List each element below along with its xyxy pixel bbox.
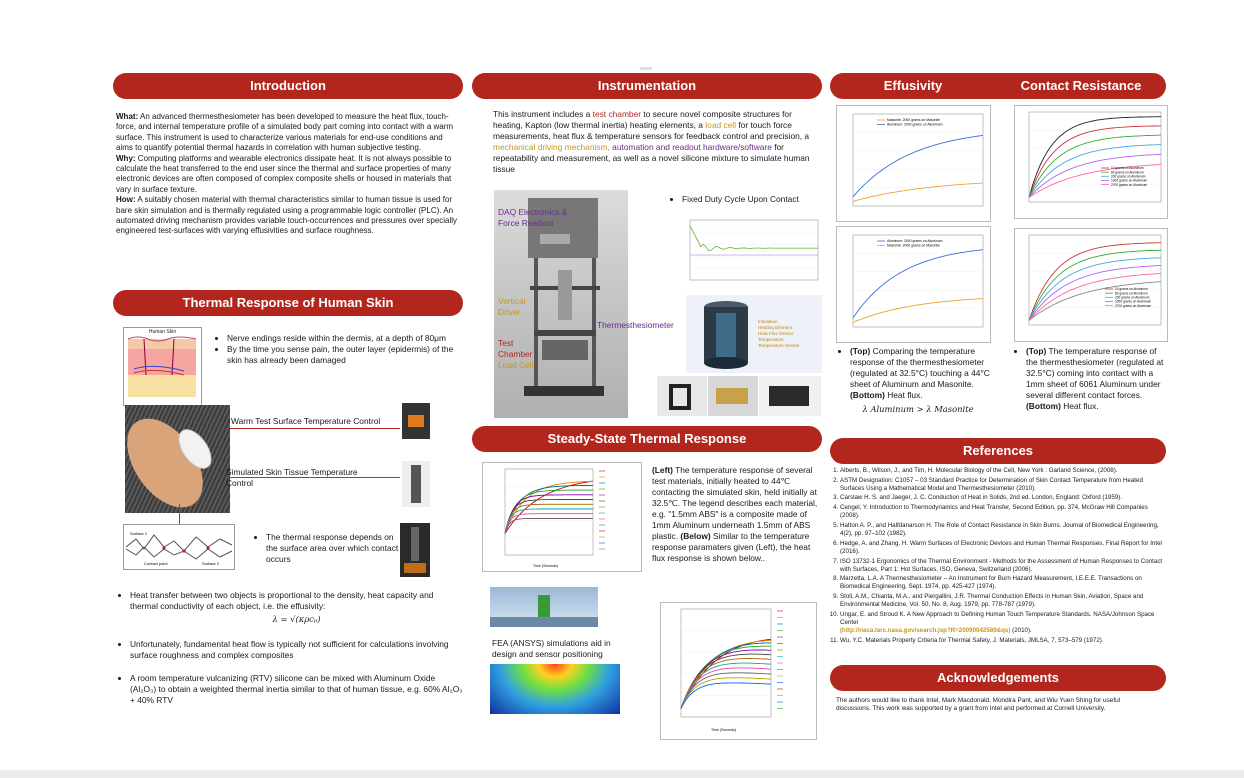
plot-frame <box>853 235 983 327</box>
instr-text-c: for touch force measurements, heat flux & temperature sensors for feedback control and precision, a <box>493 120 810 141</box>
why-label: Why: <box>116 153 136 163</box>
load-cell-frame <box>669 384 691 410</box>
skin-diagram-title: Human Skin <box>148 329 177 335</box>
contact-dot <box>206 546 209 549</box>
temp-series <box>505 509 593 534</box>
sensor-part: Heat Flux Sensor <box>758 331 794 336</box>
instr-auto: automation and readout hardware/software <box>612 142 772 152</box>
contact-temp-chart <box>1014 105 1168 219</box>
fea-field-image <box>490 664 620 714</box>
skin-bullet-4 <box>130 590 463 625</box>
temp-series <box>505 490 593 533</box>
vertical-connector-line <box>179 504 180 524</box>
warm-connector-line <box>230 428 400 429</box>
eff-top-label: (Top) <box>850 346 871 356</box>
intro-text <box>116 112 461 237</box>
instr-test-chamber: test chamber <box>592 109 642 119</box>
banner-references: References <box>830 438 1166 464</box>
reference-link[interactable]: (http://naca.larc.nasa.gov/search.jsp?R=20090042589&qs) <box>840 627 1011 635</box>
skin-layers-svg <box>124 335 201 403</box>
legend-entry: 80 grams on Aluminum <box>1115 291 1148 296</box>
banner-thermal-skin: Thermal Response of Human Skin <box>113 290 463 316</box>
how-label: How: <box>116 195 136 205</box>
heater-pad <box>408 415 424 427</box>
fea-model-image <box>490 587 598 627</box>
surface2-text: Surface 2 <box>202 561 220 566</box>
finger-photo <box>125 405 230 513</box>
load-cell-label: Load Cell <box>498 360 534 370</box>
masonite-flux-curve <box>853 299 983 323</box>
why-text: Computing platforms and wearable electronics dissipate heat. It is not always possible to calculate the heat transferred to the end user since the thermal and surface properties of many electronic devices are often composed of complex composite shells or housed in materials that vary in surface texture. <box>116 153 452 194</box>
banner-effusivity: Effusivity <box>830 73 996 99</box>
legend-entry: 2700 grams on Aluminum <box>1111 182 1148 187</box>
legend-entry: 2700 grams on Aluminum <box>1115 303 1152 308</box>
base <box>524 386 604 396</box>
warm-test-label: Warm Test Surface Temperature Control <box>231 416 381 426</box>
references-list <box>826 467 1164 646</box>
test-chamber-box <box>542 340 588 360</box>
sensor-core <box>716 313 736 357</box>
duty-cycle-bullet <box>668 194 818 210</box>
contact-point-text: Contact point <box>144 561 168 566</box>
sensor-bottom <box>704 357 748 369</box>
sim-skin-photo <box>402 461 430 507</box>
reference-item: 10. Ungar, E. and Stroud K. A New Approach to Defining Human Touch Temperature Standards. NASA/Johnson Space Center (http://naca.larc.nasa.gov/search.jsp?R=20090042589&qs) (2010). <box>840 611 1164 635</box>
load-cell-photo <box>657 376 707 416</box>
surface-2-profile <box>126 547 232 559</box>
instrumentation-text <box>493 109 815 175</box>
instr-text-b: to secure novel composite structures for heating, Kapton (low thermal inertia) heating elements, a <box>493 109 792 130</box>
legend-entry: 80 grams on Aluminum <box>1111 170 1144 175</box>
roughness-svg <box>124 525 234 569</box>
skin-diagram <box>123 327 202 406</box>
cr-top-text: The temperature response of the thermesthesiometer (regulated at 32.5°C) coming into contact with a 1mm sheet of 6061 Aluminum under several different contact forces. <box>1026 346 1164 400</box>
skin-bullet-6: • A room temperature vulcanizing (RTV) silicone can be mixed with Aluminum Oxide (Al₂O₃) to obtain a weighted thermal inertia similar to that of human tissue, e.g. 60% Al₂O₃ + 40% RTV <box>130 673 463 706</box>
vertical-driver <box>558 270 572 320</box>
column-right <box>592 258 596 388</box>
effusivity-formula: λ = √(κρcₚ) <box>272 614 321 624</box>
effusivity-temp-svg <box>837 106 990 221</box>
steady-temperature-chart <box>482 462 642 572</box>
cr-bottom-label: (Bottom) <box>1026 401 1061 411</box>
top-divider <box>640 67 652 70</box>
plot-frame <box>690 220 818 280</box>
x-axis-title: Time (Seconds) <box>533 564 559 568</box>
temp-series <box>505 485 593 533</box>
skin-bullet-5: • Unfortunately, fundamental heat flow is typically not sufficient for calculations involving surface roughness and complex composites <box>130 639 463 661</box>
effusivity-caption-item <box>850 346 998 401</box>
flux-series <box>681 640 771 708</box>
sensor-part: Temperature <box>758 337 784 342</box>
banner-contact-resistance: Contact Resistance <box>996 73 1166 99</box>
reference-item: 9. Stoll, A.M., Chianta, M.A., and Piergallini, J.R. Thermal Conduction Effects in Human Skin, Aviation, Space and Environmental Medicine, Vol. 50, No. 8, Aug. 1979, pp. 778-787 (1979). <box>840 593 1164 609</box>
instr-text-a: This instrument includes a <box>493 109 593 119</box>
plot-frame <box>853 114 983 206</box>
x-axis-title: Time (Seconds) <box>711 728 737 732</box>
flux-series <box>681 683 771 709</box>
probe-rod <box>411 465 421 503</box>
sensor-part: Temperature Sensor <box>758 343 800 348</box>
finger-svg <box>125 405 230 513</box>
banner-steady-state: Steady-State Thermal Response <box>472 426 822 452</box>
legend-entry: 1000 grams on Aluminum <box>1115 299 1152 304</box>
reference-item: 11. Wu, Y.C. Materials Property Criteria for Thermal Safety, J. Materials, JMLSA, 7, 573–579 (1972). <box>840 637 1164 645</box>
thermesthesiometer-label: Thermesthesiometer <box>597 320 674 330</box>
reference-item: 4. Cengel, Y. Introduction to Thermodynamics and Heat Transfer, Second Edition, pp. 374, McGraw Hill Companies (2008). <box>840 504 1164 520</box>
legend-entry: Masonite: 2000 grams on Masonite <box>887 243 940 248</box>
eff-formula: λ Aluminum > λ Masonite <box>862 404 974 414</box>
eff-top-text: Comparing the temperature response of the thermesthesiometer (regulated at 32.5°C) touching a 44°C sheet of Aluminum and Masonite. <box>850 346 990 389</box>
contact-flux-chart <box>1014 228 1168 342</box>
legend-entry: 200 grams on Aluminum <box>1111 174 1146 179</box>
chamber-box <box>769 386 809 406</box>
contact-temp-svg <box>1015 106 1167 218</box>
cr-top-label: (Top) <box>1026 346 1047 356</box>
steady-text-1: The temperature response of several test materials, initially heated to 44℃ contacting the simulated skin, held initially at 32.5℃. The legend describes each material, e.g. "1.5mm ABS" is a composite made of 1mm Aluminum underneath 1.5mm of ABS plastic. <box>652 465 818 541</box>
sensor-part: Heating Element <box>758 325 792 330</box>
fea-caption: FEA (ANSYS) simulations aid in design and sensor positioning <box>492 638 611 659</box>
fat-layer <box>128 375 196 397</box>
steady-text-2: Similar to the temperature response paramaters given (Left), the heat flux response is shown below.. <box>652 531 811 563</box>
skin-bullet-3: • The thermal response depends on the surface area over which contact occurs <box>266 532 400 565</box>
effusivity-flux-svg <box>837 227 990 342</box>
surface1-text: Surface 1 <box>130 531 148 536</box>
fea-probe <box>538 595 550 619</box>
instr-mech: mechanical driving mechanism, <box>493 142 610 152</box>
legend-entry: 10 grams on Aluminum <box>1115 287 1148 292</box>
reference-tail: (2010). <box>1010 627 1032 635</box>
legend-entry: 10 grams on Aluminum <box>1111 166 1144 171</box>
aluminum-flux-curve <box>853 250 983 318</box>
probe-shaft <box>411 527 419 561</box>
steady-heatflux-chart <box>660 602 817 740</box>
sim-skin-label: Simulated Skin Tissue Temperature Control <box>226 467 358 488</box>
flux-series <box>681 643 771 709</box>
steady-heatflux-svg <box>661 603 816 739</box>
eff-bottom-label: (Bottom) <box>850 390 885 400</box>
temp-series <box>505 495 593 534</box>
how-text: A suitably chosen material with thermal characteristics similar to human tissue is used for bare skin simulation and is thermally regulated using a programmable logic controller (PLC). An automated driving mechanism provides variable touch-occurrences and pressures over specially engineered test-surfaces with varying effusivities and surface roughness. <box>116 195 458 236</box>
legend-entry: 1000 grams on Aluminum <box>1111 178 1148 183</box>
reference-item: 8. Marzetta, L.A. A Thermesthesiometer – An Instrument for Burn Hazard Measurement, I.E.E.E. Transactions on Biomedical Engineering, Sept. 1974, pp. 425-427 (1974). <box>840 575 1164 591</box>
steady-below-label: (Below) <box>680 531 711 541</box>
skin-bullet-2: • By the time you sense pain, the outer layer (epidermis) of the skin has already been damaged <box>227 344 463 366</box>
reference-item: 7. ISO 13732-1 Ergonomics of the Thermal Environment - Methods for the Assessment of Human Responses to Contact with Surfaces, Part 1: Hot Surfaces, ISO, Geneva, Switzerland (2006). <box>840 558 1164 574</box>
heater-photo <box>708 376 758 416</box>
contact-caption-item <box>1026 346 1166 412</box>
steady-left-label: (Left) <box>652 465 673 475</box>
fea-base <box>490 617 598 627</box>
reference-item: 6. Hedge, A. and Zhang, H. Warm Surfaces of Electronic Devices and Human Thermal Responses, Final Report for Intel (2016). <box>840 540 1164 556</box>
what-text: An advanced thermesthesiometer has been developed to measure the heat flux, touch-force, and internal temperature profile of a simulated body part coming into contact with a warm surface. This instrument is used to characterize various materials for end-use conditions and aims to quantify potential thermal hazards in correlation with human subjective testing. <box>116 112 454 153</box>
banner-acknowledgements: Acknowledgements <box>830 665 1166 691</box>
probe-on-surface-photo <box>400 523 430 577</box>
cr-bottom-text: Heat flux. <box>1063 401 1099 411</box>
kapton-heater <box>716 388 748 404</box>
effusivity-flux-chart <box>836 226 991 343</box>
warm-surface-photo <box>402 403 430 439</box>
surface-plate <box>404 563 426 573</box>
duty-cycle-text: • Fixed Duty Cycle Upon Contact <box>682 194 818 204</box>
duty-cycle-chart <box>672 210 822 290</box>
references-ol <box>826 467 1164 645</box>
legend-entry: Aluminum: 2000 grams on Aluminum <box>887 239 943 244</box>
bottom-strip <box>0 770 1244 778</box>
plot-frame <box>1029 112 1161 202</box>
steady-text <box>652 465 822 564</box>
masonite-curve <box>853 183 983 201</box>
what-label: What: <box>116 112 139 121</box>
reference-item: 1. Alberts, B., Wilson, J., and Tim, H. Molecular Biology of the Cell, New York : Garland Science, (2008). <box>840 467 1164 475</box>
effusivity-caption <box>838 346 998 415</box>
reference-item: 2. ASTM Designation: C1057 – 03 Standard Practice for Determination of Skin Contact Temperature from Heated Surfaces Using a Mathematical Model and Thermesthesiometer (2010). <box>840 477 1164 493</box>
sensor-parts-list <box>758 319 800 349</box>
eff-bottom-text: Heat flux. <box>887 390 923 400</box>
contact-dot <box>182 549 185 552</box>
banner-introduction: Introduction <box>113 73 463 99</box>
display-panel <box>540 234 570 244</box>
skin-bullets-bottom <box>116 590 463 712</box>
sensor-part: Insulation <box>758 319 778 324</box>
instr-text-e: for repeatability and measurement, as well as a novel silicone mixture to simulate human tissue <box>493 142 810 174</box>
sensor-render <box>686 295 822 373</box>
banner-instrumentation: Instrumentation <box>472 73 822 99</box>
legend-entry: Aluminum: 2000 grams on Aluminum <box>887 122 943 127</box>
surface-roughness-diagram <box>123 524 235 570</box>
skin-bullet-3-wrap <box>252 532 400 571</box>
acknowledgements-text: The authors would like to thank Intel, Mark Macdonald, Mondira Pant, and Wiu Yuen Shing for useful discussions. This work was supported by a grant from Intel and performed at Cornell University. <box>836 697 1121 713</box>
skin-bullet-4-text: Heat transfer between two objects is proportional to the density, heat capacity and thermal conductivity of each object, i.e. the effusivity: <box>130 590 434 611</box>
test-chamber-label: Test Chamber <box>498 338 533 359</box>
legend-entry: 200 grams on Aluminum <box>1115 295 1150 300</box>
sensor-svg <box>686 295 822 373</box>
daq-label: DAQ Electronics & Force Readout <box>498 207 568 228</box>
skin-bullet-1: • Nerve endings reside within the dermis, at a depth of 80μm <box>227 333 463 344</box>
duty-curve <box>690 226 818 251</box>
contact-dot <box>162 546 165 549</box>
skin-bullets-top <box>213 333 463 372</box>
contact-flux-svg <box>1015 229 1167 341</box>
contact-flux-series <box>1029 250 1161 320</box>
reference-item: 3. Carslaw H. S. and Jaeger, J. C. Conduction of Heat in Solids, 2nd ed. London, England: Oxford (1959). <box>840 494 1164 502</box>
duty-cycle-svg <box>672 210 822 290</box>
steady-temperature-svg <box>483 463 641 571</box>
reference-item: 5. Hatton A. P., and Halfdanarson H. The Role of Contact Resistance in Skin Burns. Journal of Biomedical Engineering, 4(2), pp. 97–102 (1982). <box>840 522 1164 538</box>
chamber-photo <box>759 376 821 416</box>
platform <box>534 330 596 336</box>
legend-entry: Masonite: 2000 grams on Masonite <box>887 118 940 123</box>
contact-caption <box>1014 346 1166 418</box>
vertical-driver-label: Vertical Driver <box>498 296 526 317</box>
instr-load-cell: load cell <box>705 120 737 130</box>
flux-series <box>681 646 771 708</box>
effusivity-temp-chart <box>836 105 991 222</box>
